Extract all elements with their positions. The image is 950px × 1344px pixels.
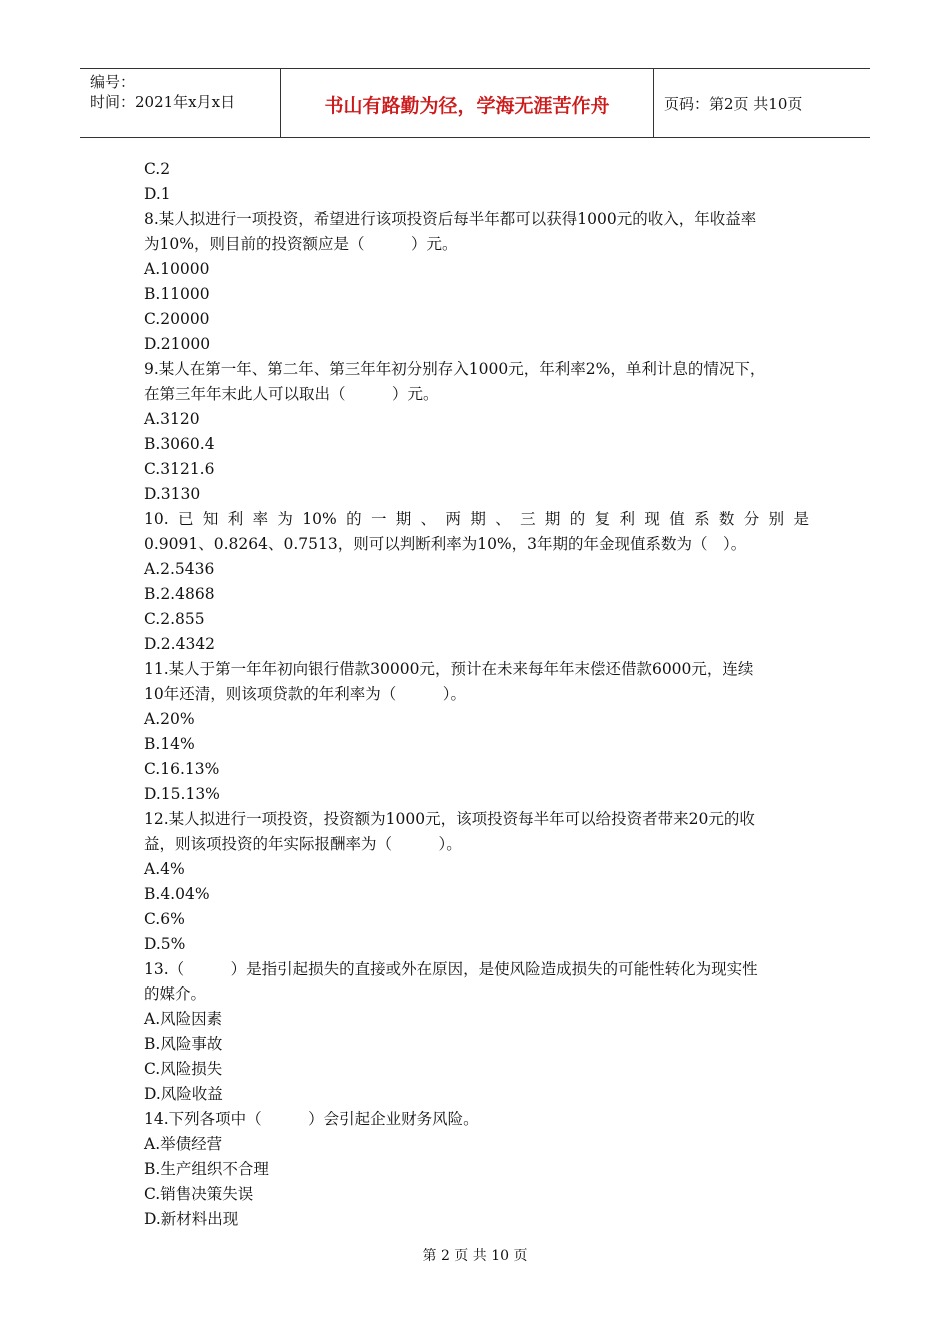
option-line: B.风险事故 (144, 1035, 223, 1053)
option-line: B.11000 (144, 285, 210, 303)
option-line: C.20000 (144, 310, 210, 328)
header-info-cell (80, 69, 281, 137)
option-line: D.3130 (144, 485, 201, 503)
option-line: B.4.04% (144, 885, 210, 903)
question-8-line-1: 8.某人拟进行一项投资，希望进行该项投资后每半年都可以获得1000元的收入，年收益率 (144, 210, 757, 228)
question-10-line-1: 10.已知利率为10%的一期、两期、三期的复利现值系数分别是 (144, 510, 809, 528)
option-line: C.3121.6 (144, 460, 215, 478)
option-line: A.2.5436 (144, 560, 215, 578)
question-11-line-1: 11.某人于第一年年初向银行借款30000元，预计在未来每年年末偿还借款6000元，连续 (144, 660, 754, 678)
option-line: D.21000 (144, 335, 211, 353)
question-14-line-1: 14.下列各项中（ ）会引起企业财务风险。 (144, 1110, 479, 1128)
header-motto: 书山有路勤为径，学海无涯苦作舟 (324, 95, 610, 117)
option-line: C.6% (144, 910, 185, 928)
option-line: C.2.855 (144, 610, 205, 628)
option-line: A.20% (144, 710, 195, 728)
page-header (80, 68, 870, 138)
option-line: D.风险收益 (144, 1085, 223, 1103)
question-8-line-2: 为10%，则目前的投资额应是（ ）元。 (144, 235, 458, 253)
question-10-line-2: 0.9091、0.8264、0.7513，则可以判断利率为10%，3年期的年金现值系数为（ ）。 (144, 535, 747, 553)
option-line: B.3060.4 (144, 435, 215, 453)
option-line: B.2.4868 (144, 585, 215, 603)
document-date-label: 时间：2021年x月x日 (90, 93, 236, 111)
page-footer: 第 2 页 共 10 页 (422, 1248, 528, 1264)
question-9-line-1: 9.某人在第一年、第二年、第三年年初分别存入1000元，年利率2%，单利计息的情况下， (144, 360, 766, 378)
option-line: C.16.13% (144, 760, 220, 778)
question-content (144, 157, 809, 1232)
option-line: A.4% (144, 860, 185, 878)
header-page-cell (655, 69, 870, 137)
option-line: B.14% (144, 735, 195, 753)
question-11-line-2: 10年还清，则该项贷款的年利率为（ ）。 (144, 685, 466, 703)
header-motto-cell (281, 69, 654, 137)
option-line: A.风险因素 (144, 1010, 223, 1028)
text-line: D.1 (144, 185, 171, 203)
text-line: C.2 (144, 160, 171, 178)
option-line: D.15.13% (144, 785, 220, 803)
header-page-info: 页码：第2页 共10页 (664, 95, 803, 113)
question-13-line-2: 的媒介。 (144, 985, 207, 1003)
question-12-line-1: 12.某人拟进行一项投资，投资额为1000元，该项投资每半年可以给投资者带来20元的收 (144, 810, 755, 828)
question-13-line-1: 13.（ ）是指引起损失的直接或外在原因，是使风险造成损失的可能性转化为现实性 (144, 960, 758, 978)
option-line: D.5% (144, 935, 186, 953)
option-line: A.举债经营 (144, 1135, 223, 1153)
option-line: A.10000 (144, 260, 210, 278)
document-number-label: 编号： (90, 73, 136, 91)
option-line: D.新材料出现 (144, 1210, 239, 1228)
option-line: A.3120 (144, 410, 200, 428)
option-line: C.销售决策失误 (144, 1185, 254, 1203)
option-line: D.2.4342 (144, 635, 216, 653)
question-12-line-2: 益，则该项投资的年实际报酬率为（ ）。 (144, 835, 462, 853)
option-line: B.生产组织不合理 (144, 1160, 269, 1178)
option-line: C.风险损失 (144, 1060, 223, 1078)
question-9-line-2: 在第三年年末此人可以取出（ ）元。 (144, 385, 439, 403)
